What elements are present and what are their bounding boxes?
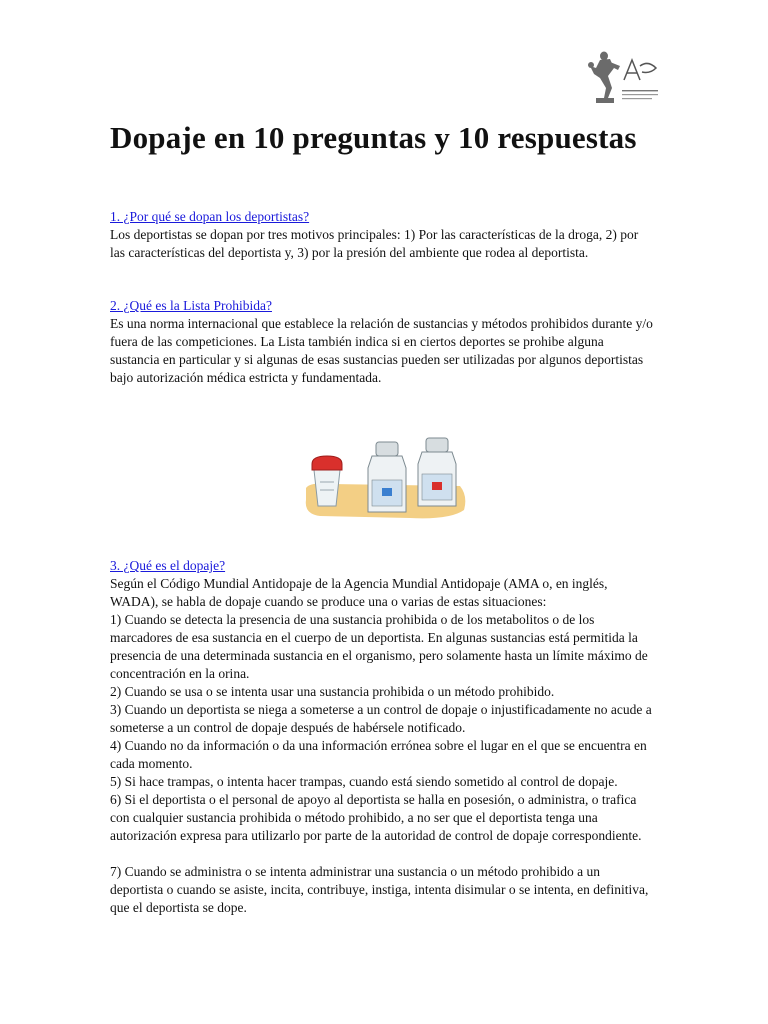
answer-paragraph: Los deportistas se dopan por tres motivos principales: 1) Por las características de la droga, 2) por las características del deportista y, 3) por la presión del ambiente que rodea al deportista. xyxy=(110,227,639,260)
section-3 xyxy=(110,557,655,917)
list-item: 3) Cuando un deportista se niega a someterse a un control de dopaje o injustificadamente no acude a someterse a un control de dopaje después de habérsele notificado. xyxy=(110,702,652,735)
page-title: Dopaje en 10 preguntas y 10 respuestas xyxy=(110,120,637,155)
question-link-2[interactable]: 2. ¿Qué es la Lista Prohibida? xyxy=(110,298,272,313)
discobolus-logo-icon xyxy=(582,46,662,106)
list-item: 7) Cuando se administra o se intenta administrar una sustancia o un método prohibido a un deportista o cuando se asiste, incita, contribuye, instiga, intenta disimular o se intenta, en definitiva, que el deportista se dope. xyxy=(110,864,649,915)
answer-paragraph: Es una norma internacional que establece la relación de sustancias y métodos prohibidos durante y/o fuera de las competiciones. La Lista también indica si en ciertos deportes se prohibe alguna sustancia en particular y si algunas de esas sustancias pueden ser utilizadas por algunos deportistas bajo autorización médica estricta y fundamentada. xyxy=(110,316,653,385)
list-item: 6) Si el deportista o el personal de apoyo al deportista se halla en posesión, o administra, o trafica con cualquier sustancia prohibida o método prohibido, a no ser que el deportista tenga una autorización expresa para utilizarlo por parte de la autoridad de control de dopaje correspondiente. xyxy=(110,792,642,843)
list-item: 1) Cuando se detecta la presencia de una sustancia prohibida o de los metabolitos o de los marcadores de esa sustancia en el cuerpo de un deportista. En algunas sustancias está permitida la presencia de una determinada sustancia en el organismo, pero solamente hasta un límite máximo de concentración en la orina. xyxy=(110,612,648,681)
answer-paragraph: Según el Código Mundial Antidopaje de la Agencia Mundial Antidopaje (AMA o, en inglés, WADA), se habla de dopaje cuando se produce una o varias de estas situaciones: xyxy=(110,576,608,609)
list-item: 5) Si hace trampas, o intenta hacer trampas, cuando está siendo sometido al control de dopaje. xyxy=(110,774,618,789)
sample-bottles-icon xyxy=(300,436,470,522)
list-item: 2) Cuando se usa o se intenta usar una sustancia prohibida o un método prohibido. xyxy=(110,684,555,699)
section-1 xyxy=(110,208,655,262)
list-item: 4) Cuando no da información o da una información errónea sobre el lugar en el que se encuentra en cada momento. xyxy=(110,738,647,771)
section-2 xyxy=(110,297,655,387)
question-link-3[interactable]: 3. ¿Qué es el dopaje? xyxy=(110,558,226,573)
question-link-1[interactable]: 1. ¿Por qué se dopan los deportistas? xyxy=(110,209,310,224)
